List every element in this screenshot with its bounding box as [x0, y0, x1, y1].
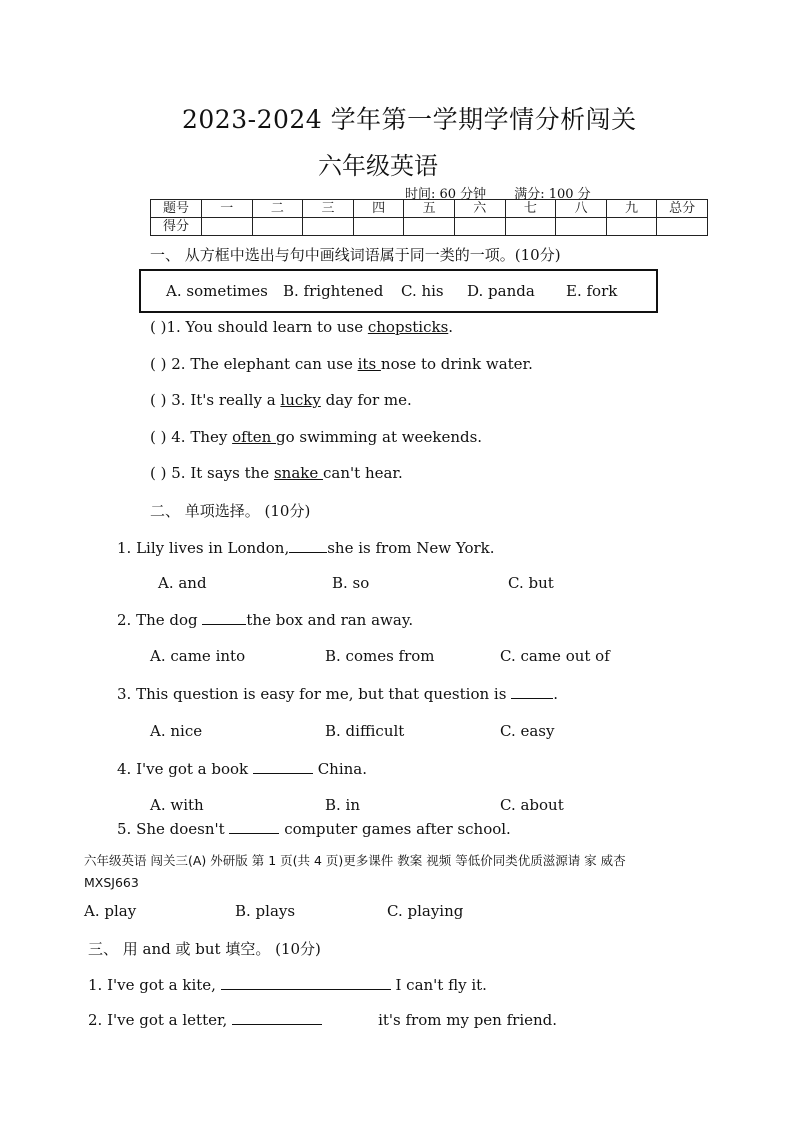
question-item	[88, 975, 487, 994]
question-text: can't hear.	[323, 464, 403, 482]
question-text: ( ) 3. It's really a	[150, 391, 281, 409]
choice-option: C. but	[508, 574, 554, 592]
time-limit: 时间: 60 分钟	[405, 187, 487, 202]
choice-option: B. difficult	[325, 722, 405, 740]
choice-option: A. and	[158, 574, 207, 592]
table-cell: 三	[303, 200, 354, 218]
table-cell: 六	[454, 200, 505, 218]
question-text: 5. She doesn't	[117, 820, 230, 838]
question-text: China.	[312, 760, 367, 778]
question-text: I can't fly it.	[390, 976, 487, 994]
option-item: E. fork	[566, 282, 618, 300]
choice-option: C. came out of	[500, 647, 610, 665]
choice-option: A. with	[150, 796, 204, 814]
choice-option: C. about	[500, 796, 564, 814]
answer-blank[interactable]	[229, 819, 279, 834]
option-item: D. panda	[467, 282, 535, 300]
table-cell: 一	[202, 200, 253, 218]
table-cell: 八	[556, 200, 607, 218]
choice-option: A. play	[84, 902, 137, 920]
question-text: go swimming at weekends.	[276, 428, 483, 446]
option-item: B. frightened	[283, 282, 384, 300]
choice-option: A. nice	[150, 722, 203, 740]
option-item: C. his	[401, 282, 444, 300]
choice-option: B. comes from	[325, 647, 435, 665]
question-item	[150, 391, 412, 409]
table-cell: 七	[505, 200, 556, 218]
question-text: ( ) 2. The elephant can use	[150, 355, 358, 373]
question-item	[150, 464, 403, 482]
answer-blank[interactable]	[221, 975, 391, 990]
question-text: .	[553, 685, 558, 703]
score-cell[interactable]	[303, 218, 354, 236]
question-item	[150, 355, 533, 373]
score-cell[interactable]	[556, 218, 607, 236]
answer-blank[interactable]	[253, 759, 313, 774]
part1-heading: 一、 从方框中选出与句中画线词语属于同一类的一项。(10分)	[150, 246, 561, 264]
choice-option: C. playing	[387, 902, 464, 920]
question-text: 2. The dog	[117, 611, 203, 629]
question-item	[117, 538, 495, 557]
question-text: 2. I've got a letter,	[88, 1011, 233, 1029]
option-box	[139, 269, 658, 313]
question-text: 4. I've got a book	[117, 760, 253, 778]
question-text: 1. Lily lives in London,	[117, 539, 290, 557]
full-score: 满分: 100 分	[514, 187, 591, 202]
choice-option: B. plays	[235, 902, 296, 920]
score-table-score-row	[151, 218, 708, 236]
question-item	[88, 1010, 557, 1029]
answer-blank[interactable]	[232, 1010, 322, 1025]
question-item	[117, 819, 511, 838]
score-cell[interactable]	[505, 218, 556, 236]
question-text: computer games after school.	[279, 820, 511, 838]
table-cell: 二	[252, 200, 303, 218]
choice-option: A. came into	[150, 647, 246, 665]
question-text: nose to drink water.	[380, 355, 533, 373]
question-text: day for me.	[320, 391, 412, 409]
table-cell: 总分	[657, 200, 708, 218]
table-cell: 五	[404, 200, 455, 218]
table-cell: 题号	[151, 200, 202, 218]
question-text: 3. This question is easy for me, but that question is	[117, 685, 512, 703]
table-cell: 九	[606, 200, 657, 218]
question-text: ( ) 4. They	[150, 428, 233, 446]
table-cell: 得分	[151, 218, 202, 236]
underlined-word: chopsticks	[367, 318, 449, 336]
answer-blank[interactable]	[511, 684, 553, 699]
score-cell[interactable]	[404, 218, 455, 236]
underlined-word: snake	[273, 464, 324, 482]
question-text: .	[448, 318, 454, 336]
score-cell[interactable]	[606, 218, 657, 236]
table-cell: 四	[353, 200, 404, 218]
page-footer: 六年级英语 闯关三(A) 外研版 第 1 页(共 4 页)更多课件 教案 视频 等低价同类优质滋源请 家 威杏	[84, 853, 626, 868]
score-cell[interactable]	[454, 218, 505, 236]
question-text: ( ) 5. It says the	[150, 464, 274, 482]
answer-blank[interactable]	[289, 538, 327, 553]
underlined-word: often	[232, 428, 277, 446]
score-cell[interactable]	[657, 218, 708, 236]
score-cell[interactable]	[202, 218, 253, 236]
score-table	[150, 199, 708, 236]
choice-option: B. in	[325, 796, 361, 814]
question-text: she is from New York.	[327, 539, 495, 557]
page-footer-code: MXSJ663	[84, 875, 139, 890]
underlined-word: its	[357, 355, 381, 373]
option-item: A. sometimes	[166, 282, 268, 300]
question-item	[117, 684, 558, 703]
score-cell[interactable]	[353, 218, 404, 236]
part3-heading: 三、 用 and 或 but 填空。 (10分)	[88, 940, 321, 958]
question-item	[117, 610, 413, 629]
question-item	[150, 428, 482, 446]
question-text: ( )1. You should learn to use	[150, 318, 368, 336]
question-text: the box and ran away.	[246, 611, 414, 629]
choice-option: C. easy	[500, 722, 555, 740]
question-text: 1. I've got a kite,	[88, 976, 221, 994]
part2-heading: 二、 单项选择。 (10分)	[150, 502, 311, 520]
question-item	[117, 759, 367, 778]
exam-subtitle: 六年级英语	[318, 152, 438, 180]
score-table-header-row	[151, 200, 708, 218]
score-cell[interactable]	[252, 218, 303, 236]
question-text: it's from my pen friend.	[378, 1011, 558, 1029]
question-item	[150, 318, 453, 336]
choice-option: B. so	[332, 574, 370, 592]
underlined-word: lucky	[280, 391, 321, 409]
answer-blank[interactable]	[202, 610, 246, 625]
exam-title: 2023-2024 学年第一学期学情分析闯关	[182, 105, 637, 134]
